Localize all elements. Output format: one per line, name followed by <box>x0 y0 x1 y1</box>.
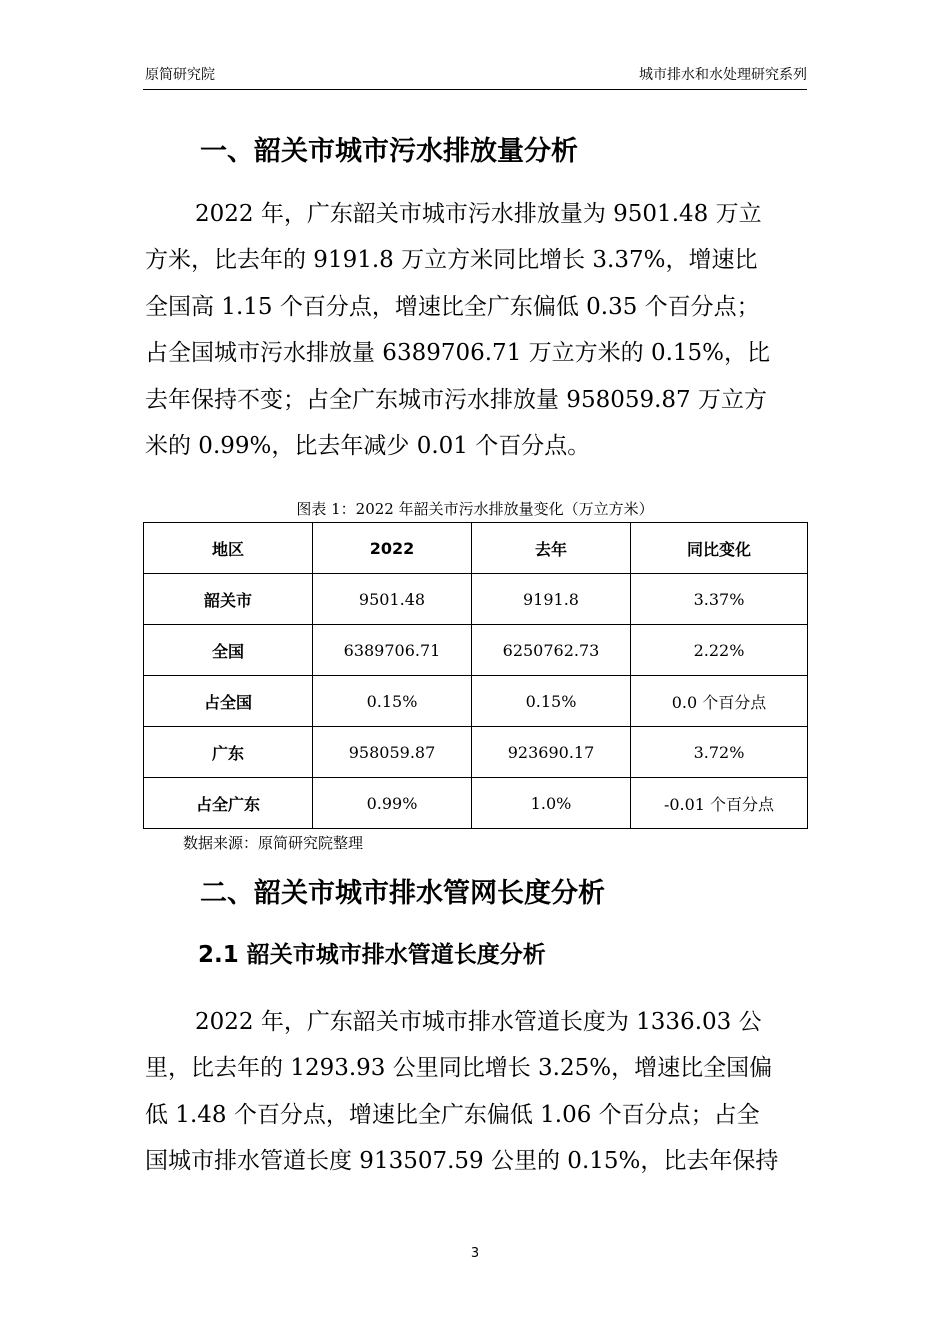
table-source-note: 数据来源：原简研究院整理 <box>183 834 364 852</box>
table-cell: 923690.17 <box>472 727 631 778</box>
paragraph-line: 去年保持不变；占全广东城市污水排放量 958059.87 万立方 <box>145 386 767 413</box>
paragraph-line: 全国高 1.15 个百分点，增速比全广东偏低 0.35 个百分点； <box>145 293 760 320</box>
paragraph-line: 国城市排水管道长度 913507.59 公里的 0.15%，比去年保持 <box>145 1148 779 1175</box>
paragraph-line: 2022 年，广东韶关市城市污水排放量为 9501.48 万立 <box>195 201 762 227</box>
section2-title: 二、韶关市城市排水管网长度分析 <box>200 878 605 909</box>
row-header-cell: 占全国 <box>144 676 313 727</box>
table-caption: 图表 1：2022 年韶关市污水排放量变化（万立方米） <box>296 500 654 518</box>
table-cell: 0.15% <box>313 676 472 727</box>
header-left-text: 原简研究院 <box>145 67 215 83</box>
table-row <box>144 778 808 829</box>
table-cell: 2.22% <box>631 625 808 676</box>
table-cell: 0.99% <box>313 778 472 829</box>
table-cell: 9191.8 <box>472 574 631 625</box>
paragraph-line: 2022 年，广东韶关市城市排水管道长度为 1336.03 公 <box>195 1009 762 1035</box>
table-cell: 958059.87 <box>313 727 472 778</box>
paragraph-line: 方米，比去年的 9191.8 万立方米同比增长 3.37%，增速比 <box>145 247 758 274</box>
table-cell: 0.0 个百分点 <box>631 676 808 727</box>
section2-paragraph <box>145 999 807 1185</box>
table-cell: 9501.48 <box>313 574 472 625</box>
page-number: 3 <box>470 1246 480 1261</box>
table-cell: 3.37% <box>631 574 808 625</box>
table-row <box>144 676 808 727</box>
header-right-text: 城市排水和水处理研究系列 <box>639 67 807 83</box>
row-header-cell: 占全广东 <box>144 778 313 829</box>
table-header-row <box>144 523 808 574</box>
row-header-cell: 广东 <box>144 727 313 778</box>
paragraph-line: 低 1.48 个百分点，增速比全广东偏低 1.06 个百分点；占全 <box>145 1101 760 1128</box>
table-row <box>144 574 808 625</box>
row-header-cell: 韶关市 <box>144 574 313 625</box>
table-cell: 6250762.73 <box>472 625 631 676</box>
paragraph-line: 里，比去年的 1293.93 公里同比增长 3.25%，增速比全国偏 <box>145 1055 773 1082</box>
table-row <box>144 727 808 778</box>
paragraph-line: 占全国城市污水排放量 6389706.71 万立方米的 0.15%，比 <box>145 340 771 367</box>
table-cell: 0.15% <box>472 676 631 727</box>
paragraph-line: 米的 0.99%，比去年减少 0.01 个百分点。 <box>145 433 591 460</box>
table-cell: 6389706.71 <box>313 625 472 676</box>
section1-title: 一、韶关市城市污水排放量分析 <box>200 136 578 167</box>
section1-paragraph <box>145 191 807 469</box>
table-cell: 1.0% <box>472 778 631 829</box>
subsection-title: 2.1 韶关市城市排水管道长度分析 <box>198 942 546 968</box>
column-header: 去年 <box>472 523 631 574</box>
sewage-discharge-table <box>143 522 808 829</box>
column-header: 地区 <box>144 523 313 574</box>
header-rule <box>143 89 807 90</box>
table-cell: -0.01 个百分点 <box>631 778 808 829</box>
table-cell: 3.72% <box>631 727 808 778</box>
row-header-cell: 全国 <box>144 625 313 676</box>
table-row <box>144 625 808 676</box>
column-header: 2022 <box>313 523 472 574</box>
column-header: 同比变化 <box>631 523 808 574</box>
